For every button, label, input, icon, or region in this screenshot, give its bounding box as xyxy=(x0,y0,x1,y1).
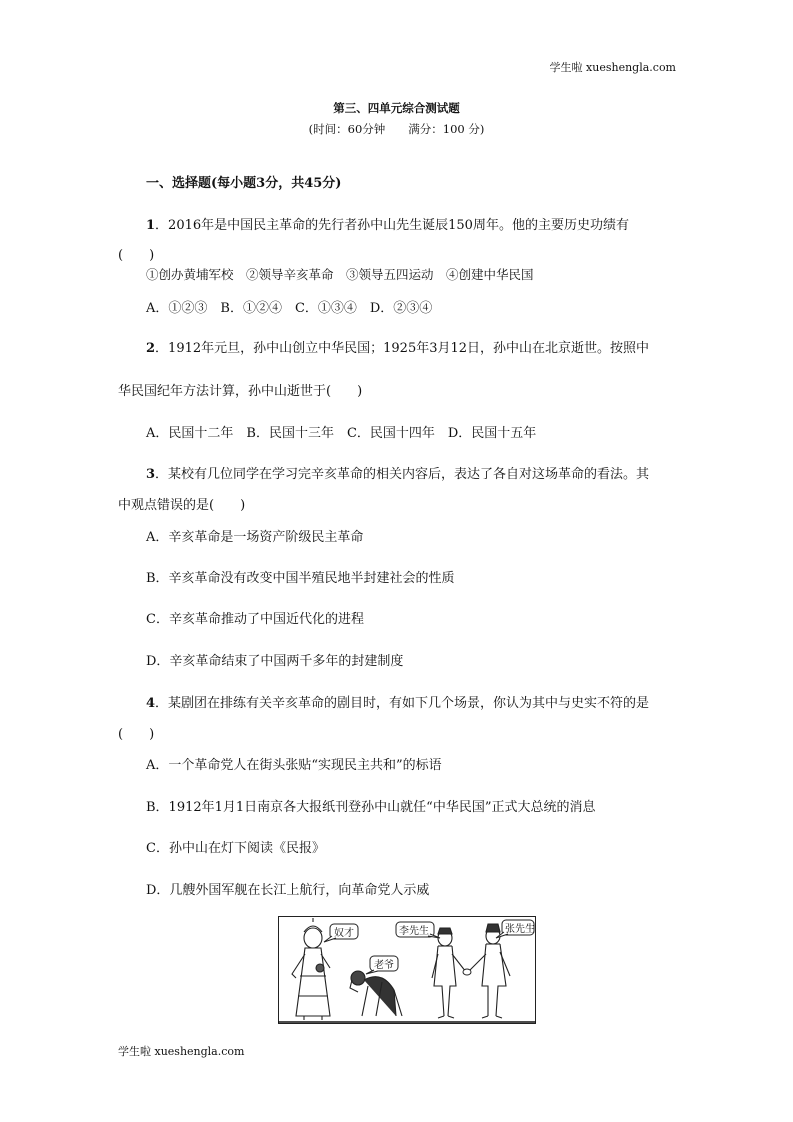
cartoon-illustration xyxy=(278,916,536,1024)
cartoon-label-2: 老爷 xyxy=(374,960,394,971)
cartoon-label-1: 奴才 xyxy=(334,928,354,939)
question-4-option-c: C．孙中山在灯下阅读《民报》 xyxy=(146,841,325,856)
question-4-option-d: D．几艘外国军舰在长江上航行，向革命党人示威 xyxy=(146,883,430,898)
question-3-option-a: A．辛亥革命是一场资产阶级民主革命 xyxy=(146,530,364,545)
question-1-options: A．①②③ B．①②④ C．①③④ D．②③④ xyxy=(146,301,433,316)
question-1-line1: 1．2016年是中国民主革命的先行者孙中山先生诞辰150周年。他的主要历史功绩有 xyxy=(146,218,629,233)
question-4-line1: 4．某剧团在排练有关辛亥革命的剧目时，有如下几个场景，你认为其中与史实不符的是 xyxy=(146,696,650,711)
question-3-option-b: B．辛亥革命没有改变中国半殖民地半封建社会的性质 xyxy=(146,571,455,586)
question-2-line1: 2．1912年元旦，孙中山创立中华民国；1925年3月12日，孙中山在北京逝世。按照中 xyxy=(146,341,650,356)
page-subtitle: (时间：60分钟 满分：100 分) xyxy=(308,122,485,136)
question-3-line1: 3．某校有几位同学在学习完辛亥革命的相关内容后，表达了各自对这场革命的看法。其 xyxy=(146,467,650,482)
section-heading: 一、选择题(每小题3分，共45分) xyxy=(146,176,342,191)
question-3-option-d: D．辛亥革命结束了中国两千多年的封建制度 xyxy=(146,654,404,669)
header-site: 学生啦 xueshengla.com xyxy=(549,61,676,74)
cartoon-label-4: 张先生 xyxy=(505,924,535,935)
question-2-line2: 华民国纪年方法计算，孙中山逝世于( ) xyxy=(118,384,363,399)
page-title: 第三、四单元综合测试题 xyxy=(333,101,460,115)
question-4-option-a: A．一个革命党人在街头张贴“实现民主共和”的标语 xyxy=(146,758,442,773)
footer-site: 学生啦 xueshengla.com xyxy=(118,1045,245,1058)
question-4-line2: ( ) xyxy=(118,727,155,742)
question-2-options: A．民国十二年 B．民国十三年 C．民国十四年 D．民国十五年 xyxy=(146,426,537,441)
cartoon-label-3: 李先生 xyxy=(399,926,429,937)
question-1-items: ①创办黄埔军校 ②领导辛亥革命 ③领导五四运动 ④创建中华民国 xyxy=(146,267,534,282)
handshake xyxy=(463,969,471,975)
question-3-option-c: C．辛亥革命推动了中国近代化的进程 xyxy=(146,612,364,627)
question-3-line2: 中观点错误的是( ) xyxy=(118,498,246,513)
question-1-line2: ( ) xyxy=(118,248,155,263)
question-4-option-b: B．1912年1月1日南京各大报纸刊登孙中山就任“中华民国”正式大总统的消息 xyxy=(146,800,596,815)
